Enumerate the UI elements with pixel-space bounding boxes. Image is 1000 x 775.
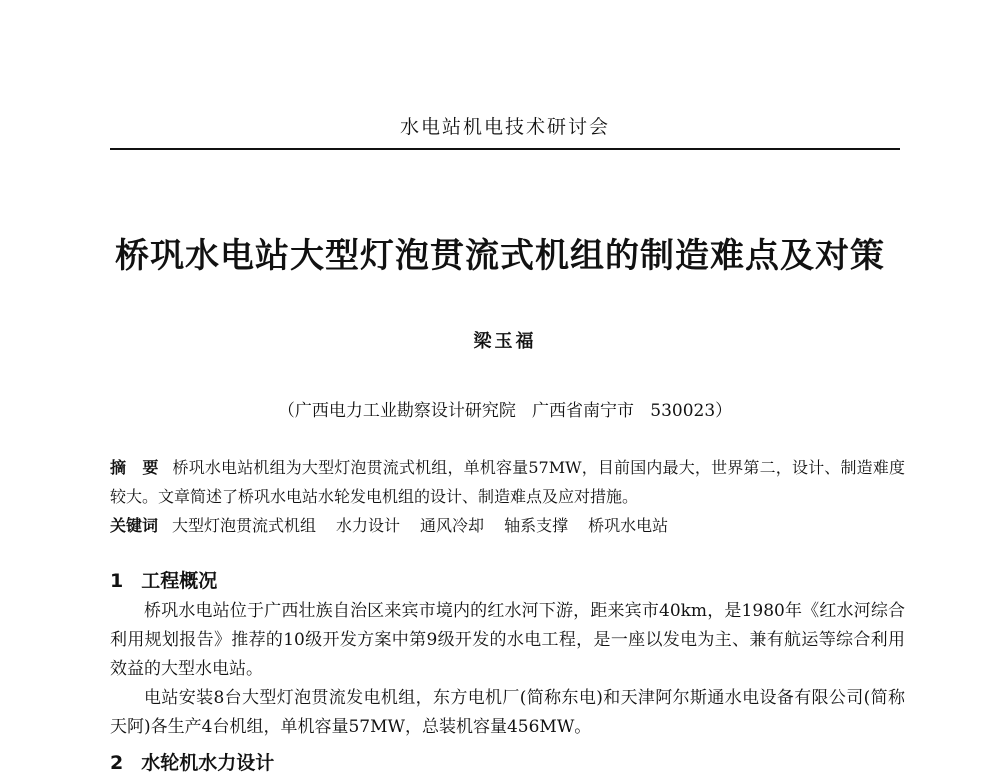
affiliation-close-paren: ） bbox=[715, 401, 733, 421]
section-heading bbox=[110, 566, 217, 593]
keyword-item: 大型灯泡贯流式机组 bbox=[172, 516, 317, 535]
running-header: 水电站机电技术研讨会 bbox=[399, 116, 610, 138]
affiliation-postcode: 530023 bbox=[650, 401, 716, 421]
author-name: 梁玉福 bbox=[473, 331, 537, 352]
abstract bbox=[110, 453, 905, 511]
section-title: 工程概况 bbox=[141, 570, 218, 592]
affiliation-institute: 广西电力工业勘察设计研究院 bbox=[294, 401, 516, 421]
section-number: 1 bbox=[110, 570, 124, 592]
affiliation-city: 广西省南宁市 bbox=[532, 401, 635, 421]
keywords-label: 关键词 bbox=[110, 516, 159, 535]
body-paragraph: 电站安装8台大型灯泡贯流发电机组，东方电机厂(简称东电)和天津阿尔斯通水电设备有限公司(简称天阿)各生产4台机组，单机容量57MW，总装机容量456MW。 bbox=[110, 688, 905, 737]
abstract-label: 摘 要 bbox=[110, 458, 159, 477]
keyword-item: 水力设计 bbox=[336, 516, 401, 535]
author-affiliation bbox=[110, 396, 900, 421]
header-rule bbox=[110, 148, 900, 150]
affiliation-open-paren: （ bbox=[277, 401, 295, 421]
section-heading bbox=[110, 748, 274, 775]
section-number: 2 bbox=[110, 752, 124, 774]
keyword-item: 桥巩水电站 bbox=[588, 516, 669, 535]
paper-title: 桥巩水电站大型灯泡贯流式机组的制造难点及对策 bbox=[115, 236, 885, 276]
body-paragraph: 桥巩水电站位于广西壮族自治区来宾市境内的红水河下游，距来宾市40km，是1980年《红水河综合利用规划报告》推荐的10级开发方案中第9级开发的水电工程，是一座以发电为主、兼有航运等综合利用效益的大型水电站。 bbox=[110, 601, 905, 679]
keyword-item: 轴系支撑 bbox=[504, 516, 569, 535]
keyword-item: 通风冷却 bbox=[420, 516, 485, 535]
section-title: 水轮机水力设计 bbox=[141, 752, 275, 774]
keywords bbox=[110, 511, 905, 540]
abstract-text: 桥巩水电站机组为大型灯泡贯流式机组，单机容量57MW，目前国内最大，世界第二，设计、制造难度较大。文章简述了桥巩水电站水轮发电机组的设计、制造难点及应对措施。 bbox=[110, 458, 905, 506]
